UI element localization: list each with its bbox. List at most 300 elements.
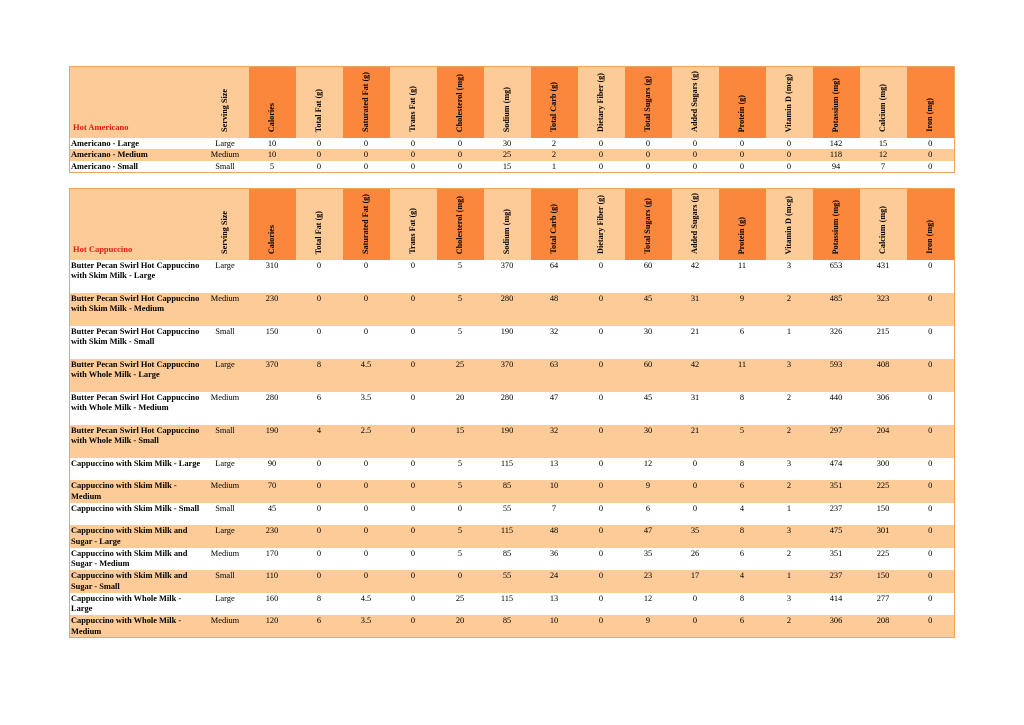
value-cell: 0 (625, 138, 672, 150)
value-cell: 6 (296, 392, 343, 425)
value-cell: 36 (531, 548, 578, 571)
value-cell: 0 (907, 138, 955, 150)
value-cell: 326 (813, 326, 860, 359)
value-cell: 230 (249, 525, 296, 548)
value-cell: 0 (390, 260, 437, 293)
section-title: Hot Cappuccino (70, 189, 202, 260)
value-cell: 30 (484, 138, 531, 150)
item-name-cell: Cappuccino with Skim Milk - Small (70, 503, 202, 526)
column-header (437, 67, 484, 138)
value-cell: 35 (625, 548, 672, 571)
column-header-label: Total Sugars (g) (643, 76, 652, 132)
column-header-label: Total Fat (g) (314, 88, 323, 132)
value-cell: 0 (390, 458, 437, 481)
value-cell: 118 (813, 149, 860, 161)
value-cell: 2 (766, 392, 813, 425)
value-cell: 120 (249, 615, 296, 638)
value-cell: Medium (202, 615, 249, 638)
value-cell: 0 (296, 161, 343, 173)
value-cell: 0 (578, 138, 625, 150)
value-cell: 0 (578, 326, 625, 359)
column-header-label: Total Sugars (g) (643, 198, 652, 254)
value-cell: 5 (437, 458, 484, 481)
value-cell: 11 (719, 359, 766, 392)
value-cell: 0 (578, 570, 625, 593)
value-cell: 0 (390, 138, 437, 150)
column-header-label: Added Sugars (g) (690, 71, 699, 132)
column-header (578, 189, 625, 260)
column-header-label: Total Carb (g) (549, 82, 558, 132)
column-header (907, 189, 955, 260)
value-cell: 408 (860, 359, 907, 392)
column-header (578, 67, 625, 138)
value-cell: 0 (907, 161, 955, 173)
value-cell: 0 (766, 161, 813, 173)
value-cell: 85 (484, 480, 531, 503)
value-cell: 0 (390, 615, 437, 638)
value-cell: 4 (719, 570, 766, 593)
column-header (531, 67, 578, 138)
value-cell: 2.5 (343, 425, 390, 458)
value-cell: 0 (907, 480, 955, 503)
column-header-label: Iron (mg) (925, 220, 935, 254)
value-cell: 0 (343, 326, 390, 359)
value-cell: 45 (625, 392, 672, 425)
value-cell: 4.5 (343, 593, 390, 616)
column-header (766, 189, 813, 260)
item-name-cell: Americano - Small (70, 161, 202, 173)
column-header (390, 189, 437, 260)
value-cell: 4 (296, 425, 343, 458)
value-cell: 6 (719, 480, 766, 503)
value-cell: 5 (719, 425, 766, 458)
value-cell: 310 (249, 260, 296, 293)
value-cell: 110 (249, 570, 296, 593)
value-cell: 8 (719, 458, 766, 481)
value-cell: 204 (860, 425, 907, 458)
value-cell: 0 (578, 392, 625, 425)
value-cell: 370 (484, 260, 531, 293)
column-header-label: Potassium (mg) (831, 77, 840, 132)
value-cell: 115 (484, 593, 531, 616)
value-cell: 0 (390, 392, 437, 425)
value-cell: 150 (860, 503, 907, 526)
column-header-label: Protein (g) (737, 216, 746, 254)
value-cell: 25 (437, 593, 484, 616)
value-cell: 6 (719, 615, 766, 638)
item-name-cell: Butter Pecan Swirl Hot Cappuccino with Skim Milk - Medium (70, 293, 202, 326)
table-row (70, 548, 955, 571)
value-cell: 0 (907, 149, 955, 161)
value-cell: 0 (390, 570, 437, 593)
value-cell: 0 (390, 548, 437, 571)
value-cell: 2 (531, 138, 578, 150)
column-header-label: Calcium (mg) (878, 206, 887, 254)
value-cell: 5 (437, 260, 484, 293)
value-cell: 3 (766, 359, 813, 392)
table-row (70, 260, 955, 293)
value-cell: 653 (813, 260, 860, 293)
value-cell: 225 (860, 548, 907, 571)
value-cell: 42 (672, 260, 719, 293)
value-cell: 323 (860, 293, 907, 326)
value-cell: 2 (766, 615, 813, 638)
column-header-label: Vitamin D (mcg) (784, 73, 793, 132)
value-cell: 45 (249, 503, 296, 526)
value-cell: 8 (296, 593, 343, 616)
value-cell: 3.5 (343, 392, 390, 425)
column-header (907, 67, 955, 138)
table-row (70, 593, 955, 616)
value-cell: Large (202, 260, 249, 293)
value-cell: 10 (531, 480, 578, 503)
item-name-cell: Cappuccino with Whole Milk - Medium (70, 615, 202, 638)
value-cell: 55 (484, 570, 531, 593)
value-cell: 63 (531, 359, 578, 392)
value-cell: 0 (296, 548, 343, 571)
item-name-cell: Butter Pecan Swirl Hot Cappuccino with Whole Milk - Medium (70, 392, 202, 425)
value-cell: 306 (813, 615, 860, 638)
value-cell: 297 (813, 425, 860, 458)
value-cell: 0 (390, 503, 437, 526)
value-cell: 215 (860, 326, 907, 359)
value-cell: 6 (296, 615, 343, 638)
table-row (70, 392, 955, 425)
value-cell: 0 (390, 161, 437, 173)
item-name-cell: Cappuccino with Skim Milk and Sugar - Small (70, 570, 202, 593)
value-cell: 8 (296, 359, 343, 392)
value-cell: 0 (390, 293, 437, 326)
column-header (813, 67, 860, 138)
column-header-label: Calories (267, 224, 276, 254)
value-cell: 20 (437, 392, 484, 425)
value-cell: 300 (860, 458, 907, 481)
column-header-label: Trans Fat (g) (408, 86, 417, 132)
value-cell: 2 (766, 548, 813, 571)
value-cell: 2 (766, 480, 813, 503)
value-cell: 35 (672, 525, 719, 548)
value-cell: 4.5 (343, 359, 390, 392)
value-cell: 160 (249, 593, 296, 616)
value-cell: 12 (860, 149, 907, 161)
value-cell: 0 (296, 138, 343, 150)
table-row (70, 570, 955, 593)
column-header (813, 189, 860, 260)
table-row (70, 525, 955, 548)
value-cell: 15 (860, 138, 907, 150)
value-cell: 115 (484, 458, 531, 481)
value-cell: 0 (625, 161, 672, 173)
value-cell: 4 (719, 503, 766, 526)
value-cell: 0 (907, 359, 955, 392)
value-cell: 32 (531, 326, 578, 359)
value-cell: 280 (484, 392, 531, 425)
value-cell: 13 (531, 458, 578, 481)
value-cell: 0 (719, 149, 766, 161)
value-cell: 208 (860, 615, 907, 638)
item-name-cell: Butter Pecan Swirl Hot Cappuccino with Whole Milk - Large (70, 359, 202, 392)
item-name-cell: Cappuccino with Skim Milk and Sugar - Large (70, 525, 202, 548)
value-cell: 9 (625, 480, 672, 503)
table-row (70, 293, 955, 326)
value-cell: 0 (343, 548, 390, 571)
value-cell: 0 (343, 525, 390, 548)
value-cell: 26 (672, 548, 719, 571)
value-cell: 190 (484, 425, 531, 458)
value-cell: Small (202, 570, 249, 593)
value-cell: 280 (484, 293, 531, 326)
value-cell: 0 (296, 149, 343, 161)
value-cell: 7 (860, 161, 907, 173)
value-cell: 3 (766, 593, 813, 616)
column-header-label: Dietary Fiber (g) (596, 73, 605, 132)
table-row (70, 458, 955, 481)
value-cell: 190 (249, 425, 296, 458)
value-cell: 31 (672, 293, 719, 326)
value-cell: 70 (249, 480, 296, 503)
value-cell: Medium (202, 392, 249, 425)
table-row (70, 149, 955, 161)
value-cell: 47 (531, 392, 578, 425)
value-cell: 7 (531, 503, 578, 526)
value-cell: 150 (860, 570, 907, 593)
item-name-cell: Cappuccino with Whole Milk - Large (70, 593, 202, 616)
value-cell: 0 (343, 138, 390, 150)
column-header (860, 67, 907, 138)
value-cell: Medium (202, 293, 249, 326)
value-cell: 0 (296, 503, 343, 526)
column-header (296, 189, 343, 260)
table-row (70, 503, 955, 526)
value-cell: 237 (813, 503, 860, 526)
value-cell: 280 (249, 392, 296, 425)
column-header (437, 189, 484, 260)
value-cell: 55 (484, 503, 531, 526)
value-cell: Large (202, 138, 249, 150)
value-cell: 31 (672, 392, 719, 425)
value-cell: 0 (578, 359, 625, 392)
value-cell: 225 (860, 480, 907, 503)
value-cell: 2 (766, 293, 813, 326)
value-cell: 370 (249, 359, 296, 392)
item-name-cell: Butter Pecan Swirl Hot Cappuccino with Skim Milk - Large (70, 260, 202, 293)
column-header (296, 67, 343, 138)
value-cell: 593 (813, 359, 860, 392)
value-cell: 0 (390, 359, 437, 392)
value-cell: Small (202, 503, 249, 526)
value-cell: 440 (813, 392, 860, 425)
value-cell: 0 (343, 570, 390, 593)
value-cell: 306 (860, 392, 907, 425)
value-cell: 0 (719, 138, 766, 150)
column-header (249, 189, 296, 260)
value-cell: 15 (437, 425, 484, 458)
value-cell: 64 (531, 260, 578, 293)
value-cell: 13 (531, 593, 578, 616)
value-cell: 0 (578, 161, 625, 173)
value-cell: 301 (860, 525, 907, 548)
value-cell: 0 (437, 149, 484, 161)
column-header (719, 67, 766, 138)
column-header (484, 189, 531, 260)
value-cell: 94 (813, 161, 860, 173)
section-title: Hot Americano (70, 67, 202, 138)
value-cell: 15 (484, 161, 531, 173)
item-name-cell: Americano - Large (70, 138, 202, 150)
value-cell: 351 (813, 480, 860, 503)
value-cell: 30 (625, 425, 672, 458)
value-cell: 0 (672, 480, 719, 503)
value-cell: 90 (249, 458, 296, 481)
value-cell: 12 (625, 593, 672, 616)
value-cell: 0 (907, 548, 955, 571)
value-cell: 0 (578, 458, 625, 481)
value-cell: 351 (813, 548, 860, 571)
value-cell: 0 (578, 525, 625, 548)
value-cell: 6 (625, 503, 672, 526)
value-cell: 6 (719, 548, 766, 571)
table-row (70, 480, 955, 503)
value-cell: 0 (437, 570, 484, 593)
item-name-cell: Cappuccino with Skim Milk and Sugar - Medium (70, 548, 202, 571)
column-header (766, 67, 813, 138)
value-cell: 0 (578, 149, 625, 161)
item-name-cell: Cappuccino with Skim Milk - Large (70, 458, 202, 481)
value-cell: 0 (578, 503, 625, 526)
column-header-label: Protein (g) (737, 94, 746, 132)
value-cell: 0 (578, 615, 625, 638)
value-cell: 1 (766, 503, 813, 526)
value-cell: Small (202, 425, 249, 458)
value-cell: 0 (296, 293, 343, 326)
value-cell: 10 (531, 615, 578, 638)
column-header (531, 189, 578, 260)
column-header-label: Cholesterol (mg) (455, 195, 464, 254)
column-header (860, 189, 907, 260)
value-cell: 0 (672, 458, 719, 481)
value-cell: 0 (578, 593, 625, 616)
value-cell: 0 (766, 149, 813, 161)
value-cell: 3 (766, 260, 813, 293)
value-cell: Large (202, 593, 249, 616)
value-cell: Large (202, 525, 249, 548)
value-cell: 42 (672, 359, 719, 392)
value-cell: 6 (719, 326, 766, 359)
value-cell: Large (202, 359, 249, 392)
value-cell: 0 (907, 593, 955, 616)
value-cell: 0 (437, 503, 484, 526)
value-cell: Small (202, 326, 249, 359)
value-cell: 431 (860, 260, 907, 293)
item-name-cell: Americano - Medium (70, 149, 202, 161)
value-cell: 1 (766, 326, 813, 359)
column-header (484, 67, 531, 138)
value-cell: 0 (390, 326, 437, 359)
value-cell: 11 (719, 260, 766, 293)
value-cell: 0 (296, 570, 343, 593)
value-cell: 0 (672, 593, 719, 616)
value-cell: 85 (484, 548, 531, 571)
value-cell: 0 (343, 293, 390, 326)
value-cell: 485 (813, 293, 860, 326)
value-cell: 8 (719, 593, 766, 616)
value-cell: 8 (719, 525, 766, 548)
column-header-label: Total Carb (g) (549, 204, 558, 254)
value-cell: 48 (531, 525, 578, 548)
value-cell: Small (202, 161, 249, 173)
value-cell: 2 (531, 149, 578, 161)
column-header-label: Calcium (mg) (878, 84, 887, 132)
value-cell: 142 (813, 138, 860, 150)
table-row (70, 615, 955, 638)
table-row (70, 161, 955, 173)
value-cell: 60 (625, 260, 672, 293)
value-cell: 5 (249, 161, 296, 173)
value-cell: 0 (296, 326, 343, 359)
table-header-row (70, 189, 955, 260)
value-cell: 370 (484, 359, 531, 392)
table-row (70, 359, 955, 392)
column-header (672, 189, 719, 260)
value-cell: 0 (907, 425, 955, 458)
value-cell: 0 (343, 503, 390, 526)
hot-cappuccino-table (69, 188, 955, 638)
table-row (70, 425, 955, 458)
value-cell: 0 (719, 161, 766, 173)
column-header (202, 189, 249, 260)
value-cell: 5 (437, 480, 484, 503)
value-cell: 0 (907, 570, 955, 593)
value-cell: 230 (249, 293, 296, 326)
column-header-label: Saturated Fat (g) (361, 193, 370, 254)
value-cell: 10 (249, 138, 296, 150)
value-cell: 277 (860, 593, 907, 616)
value-cell: 48 (531, 293, 578, 326)
value-cell: 23 (625, 570, 672, 593)
value-cell: 10 (249, 149, 296, 161)
column-header-label: Potassium (mg) (831, 199, 840, 254)
table-header-row (70, 67, 955, 138)
value-cell: Medium (202, 149, 249, 161)
column-header (390, 67, 437, 138)
value-cell: Medium (202, 480, 249, 503)
value-cell: 0 (907, 525, 955, 548)
column-header-label: Iron (mg) (925, 98, 935, 132)
item-name-cell: Butter Pecan Swirl Hot Cappuccino with Skim Milk - Small (70, 326, 202, 359)
value-cell: 0 (390, 525, 437, 548)
value-cell: 85 (484, 615, 531, 638)
value-cell: 21 (672, 425, 719, 458)
column-header-label: Calories (267, 102, 276, 132)
value-cell: 8 (719, 392, 766, 425)
column-header (202, 67, 249, 138)
value-cell: 9 (625, 615, 672, 638)
value-cell: 24 (531, 570, 578, 593)
value-cell: 150 (249, 326, 296, 359)
value-cell: 0 (296, 525, 343, 548)
column-header-label: Vitamin D (mcg) (784, 195, 793, 254)
value-cell: 0 (343, 260, 390, 293)
value-cell: 0 (390, 425, 437, 458)
column-header-label: Saturated Fat (g) (361, 71, 370, 132)
column-header-label: Cholesterol (mg) (455, 73, 464, 132)
column-header (625, 189, 672, 260)
value-cell: 25 (437, 359, 484, 392)
value-cell: 0 (672, 149, 719, 161)
column-header (672, 67, 719, 138)
column-header (625, 67, 672, 138)
value-cell: 32 (531, 425, 578, 458)
